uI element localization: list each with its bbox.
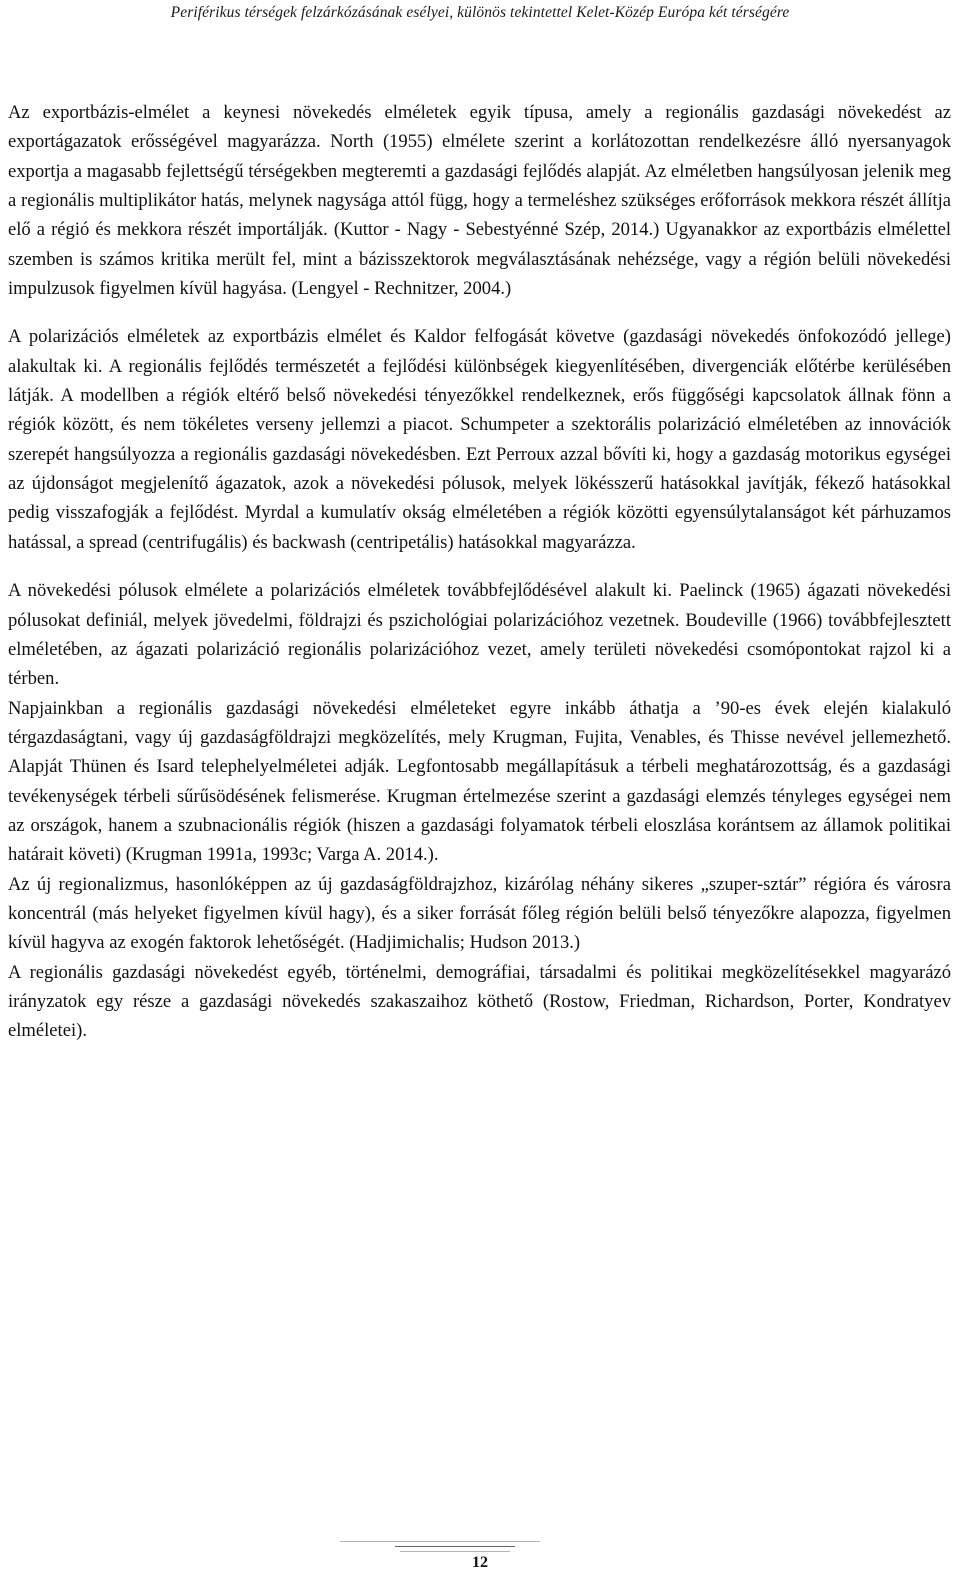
paragraph-exportbazis: Az exportbázis-elmélet a keynesi növekedés elméletek egyik típusa, amely a regionális gazdasági növekedést az exportágazatok erősségével magyarázza. North (1955) elmélete szerint a korlátozottan rendelkezésre álló nyersanyagok exportja a magasabb fejlettségű térségekben megteremti a gazdasági fejlődés alapját. Az elméletben hangsúlyosan jelenik meg a regionális multiplikátor hatás, melynek nagysága attól függ, hogy a termeléshez szükséges erőforrások mekkora részét állítja elő a régió és mekkora részét importálják. (Kuttor - Nagy - Sebestyénné Szép, 2014.) Ugyanakkor az exportbázis elmélettel szemben is számos kritika merült fel, mint a bázisszektorok megválasztásának nehézsége, vagy a régión belüli növekedési impulzusok figyelmen kívül hagyása. (Lengyel - Rechnitzer, 2004.) <box>8 102 951 300</box>
footer-rule-bottom <box>400 1551 510 1552</box>
paragraph-egyeb-iranyzatok: A regionális gazdasági növekedést egyéb, történelmi, demográfiai, társadalmi és politikai megközelítésekkel magyarázó irányzatok egy része a gazdasági növekedés szakaszaihoz köthető (Rostow, Friedman, Richardson, Porter, Kondratyev elméletei). <box>8 961 951 1042</box>
paragraph-uj-regionalizmus: Az új regionalizmus, hasonlóképpen az új gazdaságföldrajzhoz, kizárólag néhány sikeres „szuper-sztár” régióra és városra koncentrál (más helyeket figyelmen kívül hagy), és a siker forrását főleg régión belüli belső tényezőkre alapozza, figyelmen kívül hagyva az exogén faktorok lehetőségét. (Hadjimichalis; Hudson 2013.) <box>8 873 951 954</box>
paragraph-tergazdasagtan: Napjainkban a regionális gazdasági növekedési elméleteket egyre inkább áthatja a ’90-es évek elején kialakuló térgazdaságtani, vagy új gazdaságföldrajzi megközelítés, mely Krugman, Fujita, Venables, és Thisse nevével jellemezhető. Alapját Thünen és Isard telephelyelméletei adják. Legfontosabb megállapításuk a térbeli meghatározottság, és a gazdasági tevékenységek térbeli sűrűsödésének felismerése. Krugman értelmezése szerint a gazdasági elemzés tényleges egységei nem az országok, hanem a szubnacionális régiók (hiszen a gazdasági folyamatok térbeli eloszlása korántsem az államok politikai határait követi) (Krugman 1991a, 1993c; Varga A. 2014.). <box>8 697 951 866</box>
paragraph-polarizacios: A polarizációs elméletek az exportbázis elmélet és Kaldor felfogását követve (gazdasági növekedés önfokozódó jellege) alakultak ki. A regionális fejlődés természetét a fejlődési különbségek kiegyenlítésében, divergenciák előtérbe kerülésében látják. A modellben a régiók eltérő belső növekedési tényezőkkel rendelkeznek, erős függőségi kapcsolatok állnak fönn a régiók között, és nem tökéletes verseny jellemzi a piacot. Schumpeter a szektorális polarizáció elméletében az innovációk szerepét hangsúlyozza a regionális gazdasági növekedésben. Ezt Perroux azzal bővíti ki, hogy a gazdaság motorikus egységei az újdonságot megjelenítő ágazatok, azok a növekedési pólusok, melyek lökésszerű hatásokkal javítják, fékező hatásokkal pedig visszafogják a fejlődést. Myrdal a kumulatív okság elméletében a régiók közötti egyensúlytalanságot két párhuzamos hatással, a spread (centrifugális) és backwash (centripetális) hatásokkal magyarázza. <box>8 326 951 553</box>
footer-rule-middle <box>395 1546 515 1547</box>
footer-rule-top <box>340 1541 540 1542</box>
running-header: Periférikus térségek felzárkózásának esélyei, különös tekintettel Kelet-Közép Európa két térségére <box>170 4 790 21</box>
page-number: 12 <box>472 1554 488 1571</box>
paragraph-novekedesi-polusok: A növekedési pólusok elmélete a polarizációs elméletek továbbfejlődésével alakult ki. Paelinck (1965) ágazati növekedési pólusokat definiál, melyek jövedelmi, földrajzi és pszichológiai polarizációhoz vezetnek. Boudeville (1966) továbbfejlesztett elméletében, az ágazati polarizáció regionális polarizációhoz vezet, amely területi növekedési csomópontokat rajzol ki a térben. <box>8 580 951 690</box>
body-text <box>8 98 951 1046</box>
